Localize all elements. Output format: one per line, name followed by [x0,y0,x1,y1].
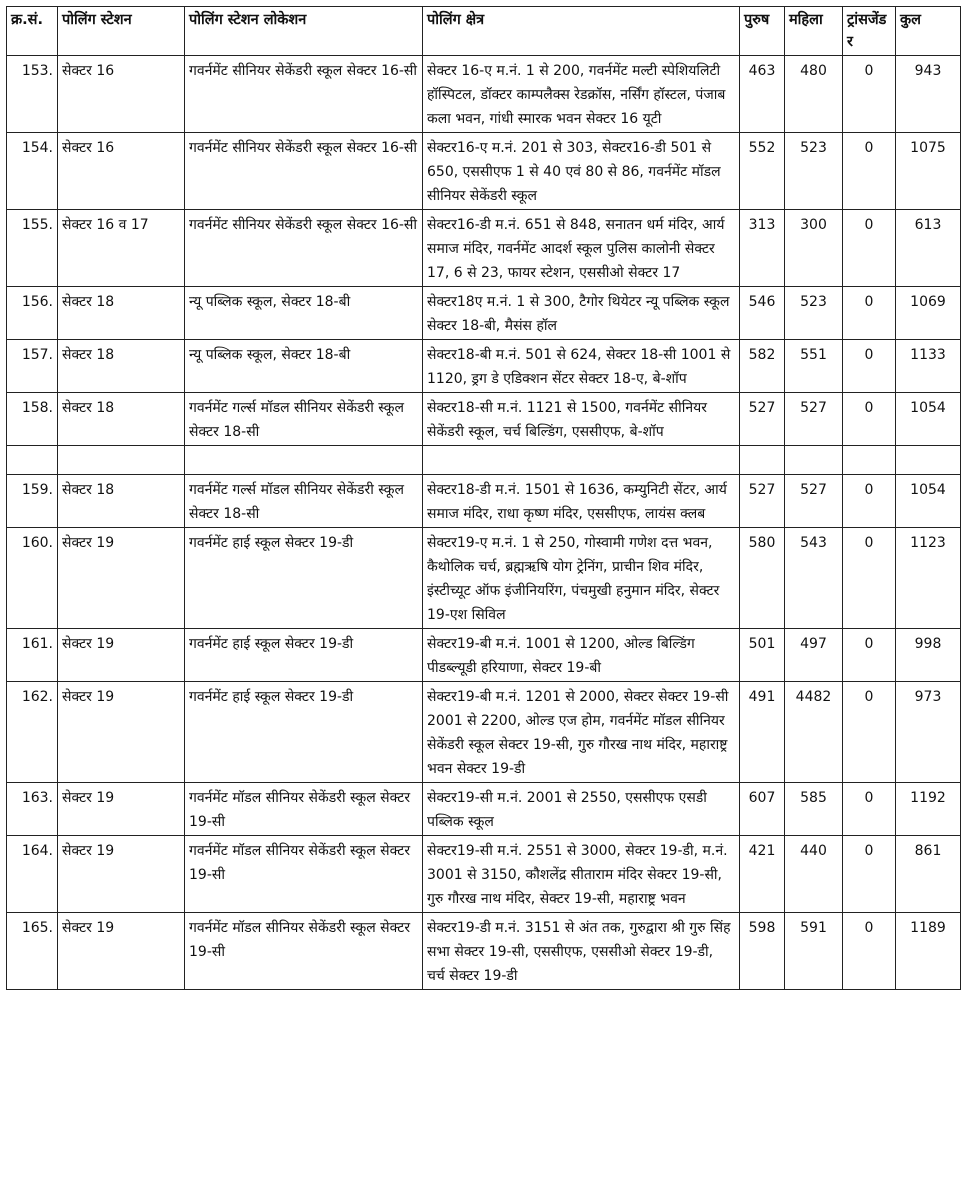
polling-station-cell: सेक्टर 18 [58,393,185,446]
polling-station-cell: सेक्टर 16 [58,133,185,210]
polling-area-cell: सेक्टर19-डी म.नं. 3151 से अंत तक, गुरुद्वारा श्री गुरु सिंह सभा सेक्टर 19-सी, एससीएफ, एससीओ सेक्टर 19-डी, चर्च सेक्टर 19-डी [423,913,740,990]
table-row [7,287,961,340]
header-total: कुल [896,7,961,56]
serial-number-cell: 163. [7,783,58,836]
female-count-cell: 591 [785,913,843,990]
male-count-cell: 580 [740,528,785,629]
station-location-cell: गवर्नमेंट मॉडल सीनियर सेकेंडरी स्कूल सेक्टर 19-सी [185,913,423,990]
female-count-cell: 497 [785,629,843,682]
station-location-cell: गवर्नमेंट सीनियर सेकेंडरी स्कूल सेक्टर 16-सी [185,210,423,287]
table-header-row [7,7,961,56]
female-count-cell: 440 [785,836,843,913]
female-count-cell: 543 [785,528,843,629]
transgender-count-cell: 0 [843,913,896,990]
empty-cell [423,446,740,475]
transgender-count-cell: 0 [843,836,896,913]
empty-cell [843,446,896,475]
serial-number-cell: 164. [7,836,58,913]
total-count-cell: 1192 [896,783,961,836]
serial-number-cell: 159. [7,475,58,528]
total-count-cell: 861 [896,836,961,913]
male-count-cell: 501 [740,629,785,682]
serial-number-cell: 154. [7,133,58,210]
station-location-cell: गवर्नमेंट गर्ल्स मॉडल सीनियर सेकेंडरी स्कूल सेक्टर 18-सी [185,393,423,446]
polling-area-cell: सेक्टर16-ए म.नं. 201 से 303, सेक्टर16-डी 501 से 650, एससीएफ 1 से 40 एवं 80 से 86, गवर्नमेंट मॉडल सीनियर सेकेंडरी स्कूल [423,133,740,210]
total-count-cell: 613 [896,210,961,287]
polling-area-cell: सेक्टर19-बी म.नं. 1001 से 1200, ओल्ड बिल्डिंग पीडब्ल्यूडी हरियाणा, सेक्टर 19-बी [423,629,740,682]
serial-number-cell: 153. [7,56,58,133]
table-row [7,783,961,836]
empty-cell [58,446,185,475]
transgender-count-cell: 0 [843,340,896,393]
table-row [7,836,961,913]
header-serial-number: क्र.सं. [7,7,58,56]
polling-station-cell: सेक्टर 19 [58,836,185,913]
serial-number-cell: 160. [7,528,58,629]
serial-number-cell: 162. [7,682,58,783]
serial-number-cell: 156. [7,287,58,340]
male-count-cell: 527 [740,475,785,528]
polling-area-cell: सेक्टर 16-ए म.नं. 1 से 200, गवर्नमेंट मल्टी स्पेशियलिटी हॉस्पिटल, डॉक्टर काम्पलैक्स रेडक्रॉस, नर्सिंग हॉस्टल, पंजाब कला भवन, गांधी स्मारक भवन सेक्टर 16 यूटी [423,56,740,133]
polling-area-cell: सेक्टर19-सी म.नं. 2551 से 3000, सेक्टर 19-डी, म.नं. 3001 से 3150, कौशलेंद्र सीताराम मंदिर सेक्टर 19-सी, गुरु गौरख नाथ मंदिर, सेक्टर 19-सी, महाराष्ट्र भवन [423,836,740,913]
polling-station-cell: सेक्टर 19 [58,682,185,783]
total-count-cell: 1133 [896,340,961,393]
total-count-cell: 1123 [896,528,961,629]
total-count-cell: 1075 [896,133,961,210]
polling-station-cell: सेक्टर 18 [58,287,185,340]
total-count-cell: 1189 [896,913,961,990]
polling-stations-table [6,6,961,990]
table-row [7,210,961,287]
total-count-cell: 998 [896,629,961,682]
polling-station-cell: सेक्टर 19 [58,783,185,836]
female-count-cell: 585 [785,783,843,836]
serial-number-cell: 161. [7,629,58,682]
transgender-count-cell: 0 [843,287,896,340]
table-row [7,475,961,528]
station-location-cell: गवर्नमेंट सीनियर सेकेंडरी स्कूल सेक्टर 16-सी [185,133,423,210]
serial-number-cell: 157. [7,340,58,393]
transgender-count-cell: 0 [843,475,896,528]
male-count-cell: 546 [740,287,785,340]
female-count-cell: 527 [785,475,843,528]
polling-area-cell: सेक्टर19-ए म.नं. 1 से 250, गोस्वामी गणेश दत्त भवन, कैथोलिक चर्च, ब्रह्मऋषि योग ट्रेनिंग, प्राचीन शिव मंदिर, इंस्टीच्यूट ऑफ इंजीनियरिंग, पंचमुखी हनुमान मंदिर, सेक्टर 19-एश सिविल [423,528,740,629]
header-station-location: पोलिंग स्टेशन लोकेशन [185,7,423,56]
total-count-cell: 1069 [896,287,961,340]
empty-cell [785,446,843,475]
empty-cell [7,446,58,475]
female-count-cell: 300 [785,210,843,287]
header-female: महिला [785,7,843,56]
polling-area-cell: सेक्टर18ए म.नं. 1 से 300, टैगोर थियेटर न्यू पब्लिक स्कूल सेक्टर 18-बी, मैसंस हॉल [423,287,740,340]
male-count-cell: 552 [740,133,785,210]
transgender-count-cell: 0 [843,629,896,682]
station-location-cell: गवर्नमेंट सीनियर सेकेंडरी स्कूल सेक्टर 16-सी [185,56,423,133]
male-count-cell: 313 [740,210,785,287]
male-count-cell: 491 [740,682,785,783]
polling-station-cell: सेक्टर 16 [58,56,185,133]
polling-station-cell: सेक्टर 19 [58,528,185,629]
total-count-cell: 1054 [896,393,961,446]
serial-number-cell: 158. [7,393,58,446]
empty-cell [740,446,785,475]
transgender-count-cell: 0 [843,133,896,210]
blank-row [7,446,961,475]
polling-area-cell: सेक्टर19-बी म.नं. 1201 से 2000, सेक्टर सेक्टर 19-सी 2001 से 2200, ओल्ड एज होम, गवर्नमेंट मॉडल सीनियर सेकेंडरी स्कूल सेक्टर 19-सी, गुरु गौरख नाथ मंदिर, महाराष्ट्र भवन सेक्टर 19-डी [423,682,740,783]
station-location-cell: न्यू पब्लिक स्कूल, सेक्टर 18-बी [185,340,423,393]
polling-area-cell: सेक्टर19-सी म.नं. 2001 से 2550, एससीएफ एसडी पब्लिक स्कूल [423,783,740,836]
transgender-count-cell: 0 [843,393,896,446]
station-location-cell: गवर्नमेंट हाई स्कूल सेक्टर 19-डी [185,528,423,629]
transgender-count-cell: 0 [843,56,896,133]
total-count-cell: 973 [896,682,961,783]
polling-station-cell: सेक्टर 18 [58,475,185,528]
header-polling-area: पोलिंग क्षेत्र [423,7,740,56]
transgender-count-cell: 0 [843,210,896,287]
transgender-count-cell: 0 [843,783,896,836]
table-row [7,56,961,133]
polling-area-cell: सेक्टर18-बी म.नं. 501 से 624, सेक्टर 18-सी 1001 से 1120, ड्रग डे एडिक्शन सेंटर सेक्टर 18-ए, बे-शॉप [423,340,740,393]
polling-area-cell: सेक्टर18-डी म.नं. 1501 से 1636, कम्युनिटी सेंटर, आर्य समाज मंदिर, राधा कृष्ण मंदिर, एससीएफ, लायंस क्लब [423,475,740,528]
header-transgender: ट्रांसजेंडर [843,7,896,56]
female-count-cell: 480 [785,56,843,133]
station-location-cell: गवर्नमेंट मॉडल सीनियर सेकेंडरी स्कूल सेक्टर 19-सी [185,783,423,836]
male-count-cell: 463 [740,56,785,133]
station-location-cell: गवर्नमेंट हाई स्कूल सेक्टर 19-डी [185,682,423,783]
table-row [7,133,961,210]
female-count-cell: 527 [785,393,843,446]
table-row [7,528,961,629]
total-count-cell: 943 [896,56,961,133]
header-polling-station: पोलिंग स्टेशन [58,7,185,56]
station-location-cell: न्यू पब्लिक स्कूल, सेक्टर 18-बी [185,287,423,340]
male-count-cell: 527 [740,393,785,446]
table-row [7,340,961,393]
station-location-cell: गवर्नमेंट गर्ल्स मॉडल सीनियर सेकेंडरी स्कूल सेक्टर 18-सी [185,475,423,528]
table-row [7,629,961,682]
serial-number-cell: 155. [7,210,58,287]
polling-station-cell: सेक्टर 18 [58,340,185,393]
transgender-count-cell: 0 [843,682,896,783]
female-count-cell: 523 [785,133,843,210]
serial-number-cell: 165. [7,913,58,990]
male-count-cell: 421 [740,836,785,913]
table-row [7,682,961,783]
table-body [7,56,961,990]
empty-cell [896,446,961,475]
transgender-count-cell: 0 [843,528,896,629]
polling-station-cell: सेक्टर 19 [58,629,185,682]
female-count-cell: 523 [785,287,843,340]
empty-cell [185,446,423,475]
polling-area-cell: सेक्टर16-डी म.नं. 651 से 848, सनातन धर्म मंदिर, आर्य समाज मंदिर, गवर्नमेंट आदर्श स्कूल पुलिस कालोनी सेक्टर 17, 6 से 23, फायर स्टेशन, एससीओ सेक्टर 17 [423,210,740,287]
table-row [7,393,961,446]
polling-area-cell: सेक्टर18-सी म.नं. 1121 से 1500, गवर्नमेंट सीनियर सेकेंडरी स्कूल, चर्च बिल्डिंग, एससीएफ, बे-शॉप [423,393,740,446]
total-count-cell: 1054 [896,475,961,528]
station-location-cell: गवर्नमेंट हाई स्कूल सेक्टर 19-डी [185,629,423,682]
polling-station-cell: सेक्टर 19 [58,913,185,990]
female-count-cell: 551 [785,340,843,393]
male-count-cell: 598 [740,913,785,990]
station-location-cell: गवर्नमेंट मॉडल सीनियर सेकेंडरी स्कूल सेक्टर 19-सी [185,836,423,913]
table-row [7,913,961,990]
male-count-cell: 607 [740,783,785,836]
polling-station-cell: सेक्टर 16 व 17 [58,210,185,287]
female-count-cell: 4482 [785,682,843,783]
male-count-cell: 582 [740,340,785,393]
header-male: पुरुष [740,7,785,56]
